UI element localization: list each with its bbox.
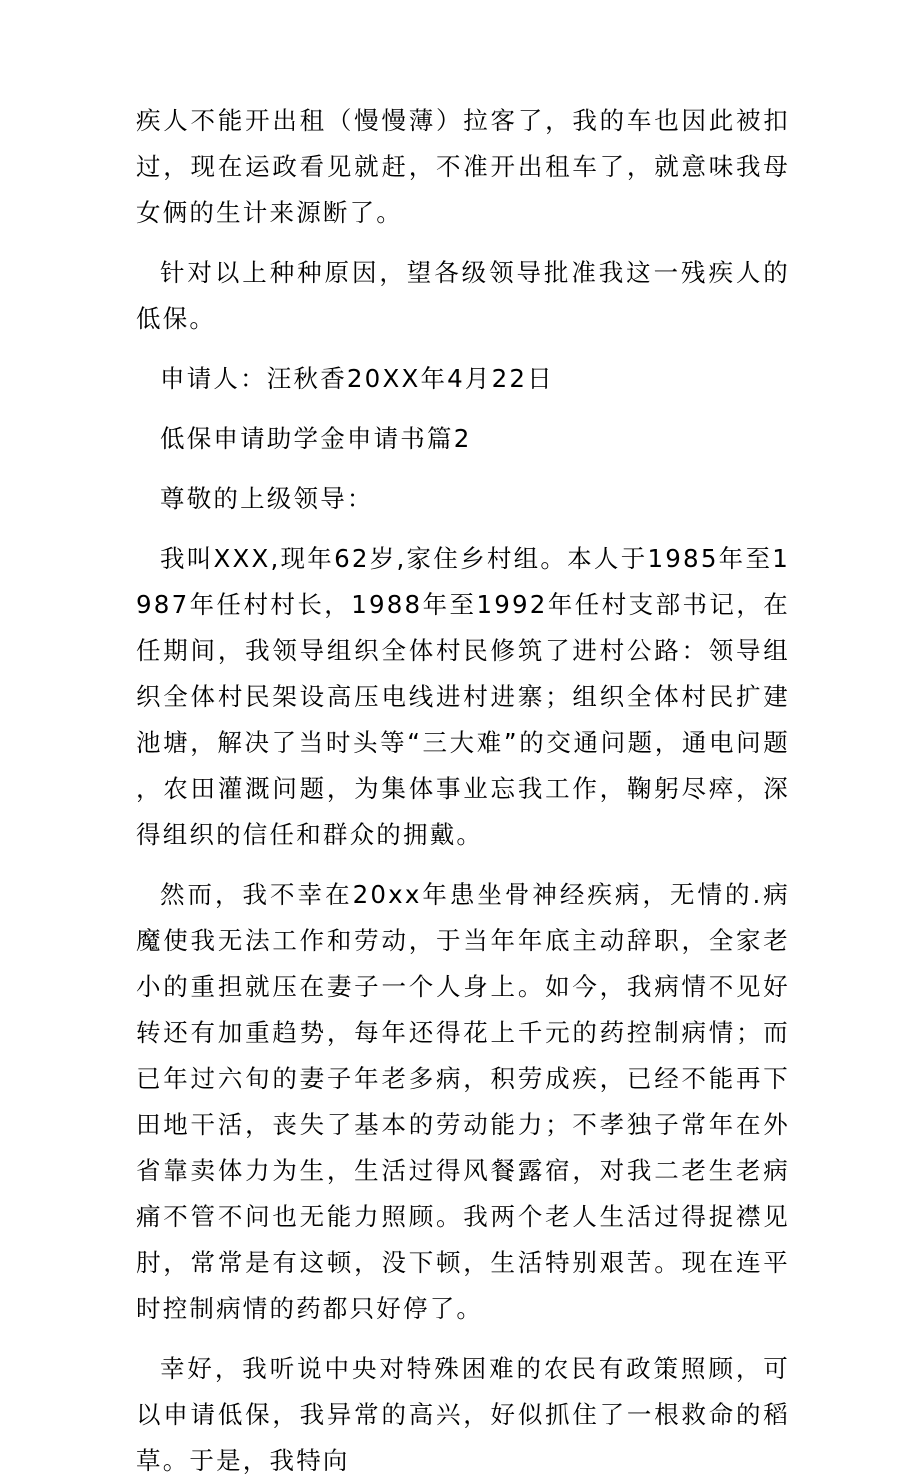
paragraph-background: 我叫XXX,现年62岁,家住乡村组。本人于1985年至1987年任村村长，1988年至1992年任村支部书记，在任期间，我领导组织全体村民修筑了进村公路：领导组织全体村民架设高压电线进村进寨；组织全体村民扩建池塘，解决了当时头等“三大难”的交通问题，通电问题，农田灌溉问题，为集体事业忘我工作，鞠躬尽瘁，深得组织的信任和群众的拥戴。 bbox=[136, 544, 790, 849]
paragraph-hardship: 然而，我不幸在20xx年患坐骨神经疾病，无情的.病魔使我无法工作和劳动，于当年年底主动辞职，全家老小的重担就压在妻子一个人身上。如今，我病情不见好转还有加重趋势，每年还得花上千元的药控制病情；而已年过六旬的妻子年老多病，积劳成疾，已经不能再下田地干活，丧失了基本的劳动能力；不孝独子常年在外省靠卖体力为生，生活过得风餐露宿，对我二老生老病痛不管不问也无能力照顾。我两个老人生活过得捉襟见肘，常常是有这顿，没下顿，生活特别艰苦。现在连平时控制病情的药都只好停了。 bbox=[136, 880, 790, 1323]
document-body bbox=[136, 98, 790, 1484]
paragraph-request: 针对以上种种原因，望各级领导批准我这一残疾人的低保。 bbox=[136, 258, 790, 333]
paragraph-policy: 幸好，我听说中央对特殊困难的农民有政策照顾，可以申请低保，我异常的高兴，好似抓住了一根救命的稻草。于是，我特向 bbox=[136, 1354, 790, 1475]
salutation: 尊敬的上级领导： bbox=[160, 484, 374, 513]
section-title: 低保申请助学金申请书篇2 bbox=[160, 424, 472, 453]
applicant-signature-line: 申请人：汪秋香20XX年4月22日 bbox=[160, 364, 554, 393]
paragraph-continuation: 疾人不能开出租（慢慢薄）拉客了，我的车也因此被扣过，现在运政看见就赶，不准开出租车了，就意味我母女俩的生计来源断了。 bbox=[136, 106, 790, 227]
